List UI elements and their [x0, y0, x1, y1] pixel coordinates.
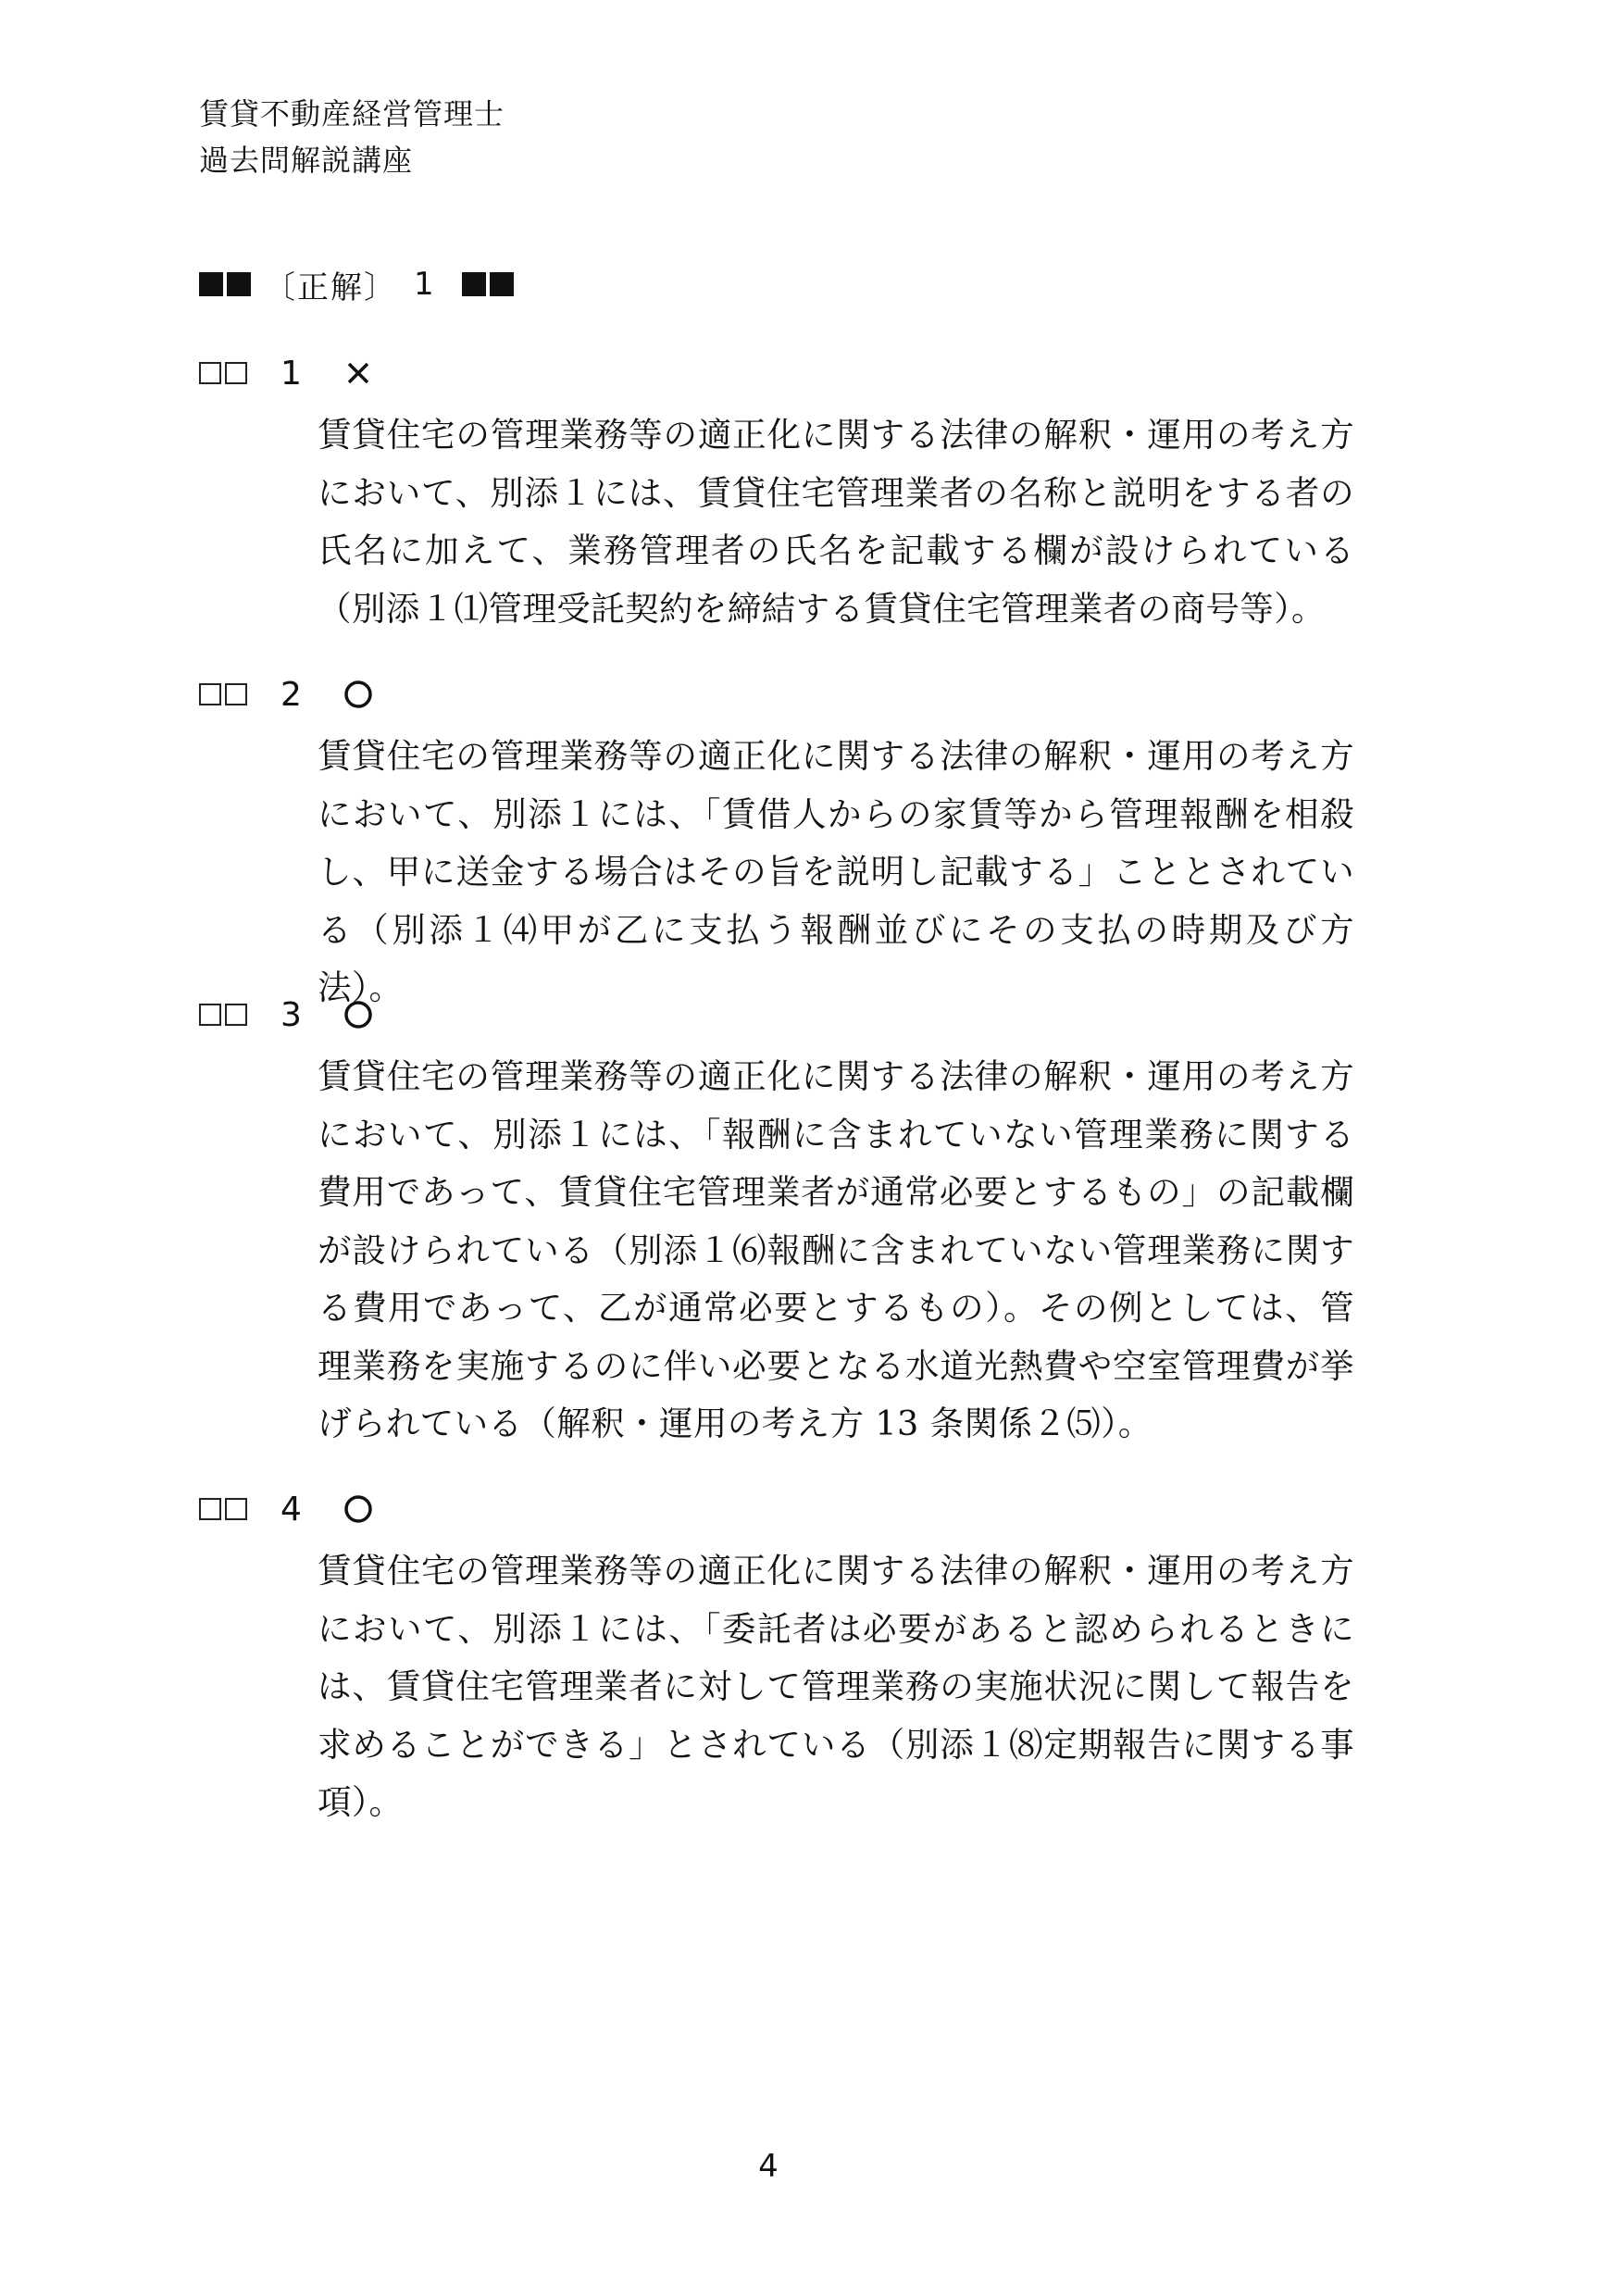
item-number: 1 — [280, 354, 302, 393]
circle-icon — [340, 996, 377, 1033]
explanation-item-4 — [199, 1483, 1365, 1832]
filled-square-icon — [462, 272, 486, 296]
empty-checkbox-icon — [225, 1498, 247, 1520]
page-number: 4 — [758, 2148, 779, 2185]
header-course-subtitle: 過去問解説講座 — [199, 143, 414, 178]
checkbox-squares — [199, 1498, 247, 1520]
empty-checkbox-icon — [199, 683, 221, 705]
item-explanation-text: 賃貸住宅の管理業務等の適正化に関する法律の解釈・運用の考え方において、別添１には、賃貸住宅管理業者の名称と説明をする者の氏名に加えて、業務管理者の氏名を記載する欄が設けられている（別添１⑴管理受託契約を締結する賃貸住宅管理業者の商号等）。 — [318, 415, 1354, 629]
item-number: 3 — [280, 995, 302, 1034]
filled-squares-left — [199, 272, 251, 296]
checkbox-squares — [199, 1004, 247, 1026]
item-explanation-text: 賃貸住宅の管理業務等の適正化に関する法律の解釈・運用の考え方において、別添１には、「報酬に含まれていない管理業務に関する費用であって、賃貸住宅管理業者が通常必要とするもの」の記載欄が設けられている（別添１⑹報酬に含まれていない管理業務に関する費用であって、乙が通常必要とするもの）。その例としては、管理業務を実施するのに伴い必要となる水道光熱費や空室管理費が挙げられている（解釈・運用の考え方 13 条関係２⑸）。 — [318, 1056, 1354, 1443]
filled-squares-right — [462, 272, 514, 296]
explanation-item-1 — [199, 347, 1365, 638]
item-heading — [199, 989, 1365, 1041]
empty-checkbox-icon — [225, 362, 247, 384]
filled-square-icon — [490, 272, 514, 296]
item-number: 4 — [280, 1490, 302, 1529]
header-course-title: 賃貸不動産経営管理士 — [199, 96, 505, 131]
empty-checkbox-icon — [199, 1498, 221, 1520]
item-number: 2 — [280, 675, 302, 714]
correct-answer-label: 〔正解〕 — [264, 268, 397, 306]
checkbox-squares — [199, 362, 247, 384]
empty-checkbox-icon — [225, 1004, 247, 1026]
circle-icon — [340, 1491, 377, 1528]
item-explanation-text: 賃貸住宅の管理業務等の適正化に関する法律の解釈・運用の考え方において、別添１には、「賃借人からの家賃等から管理報酬を相殺し、甲に送金する場合はその旨を説明し記載する」こととされている（別添１⑷甲が乙に支払う報酬並びにその支払の時期及び方法）。 — [318, 736, 1354, 1007]
empty-checkbox-icon — [199, 362, 221, 384]
empty-checkbox-icon — [199, 1004, 221, 1026]
correct-answer-line — [199, 261, 514, 307]
explanation-item-3 — [199, 989, 1365, 1454]
item-heading — [199, 668, 1365, 720]
explanation-item-2 — [199, 668, 1365, 1017]
cross-icon — [340, 355, 377, 392]
document-header — [199, 91, 505, 183]
item-heading — [199, 1483, 1365, 1535]
filled-square-icon — [227, 272, 251, 296]
item-heading — [199, 347, 1365, 399]
empty-checkbox-icon — [225, 683, 247, 705]
checkbox-squares — [199, 683, 247, 705]
filled-square-icon — [199, 272, 223, 296]
correct-answer-number: 1 — [414, 266, 434, 303]
circle-icon — [340, 676, 377, 713]
item-explanation-text: 賃貸住宅の管理業務等の適正化に関する法律の解釈・運用の考え方において、別添１には、「委託者は必要があると認められるときには、賃貸住宅管理業者に対して管理業務の実施状況に関して報告を求めることができる」とされている（別添１⑻定期報告に関する事項）。 — [318, 1551, 1354, 1822]
